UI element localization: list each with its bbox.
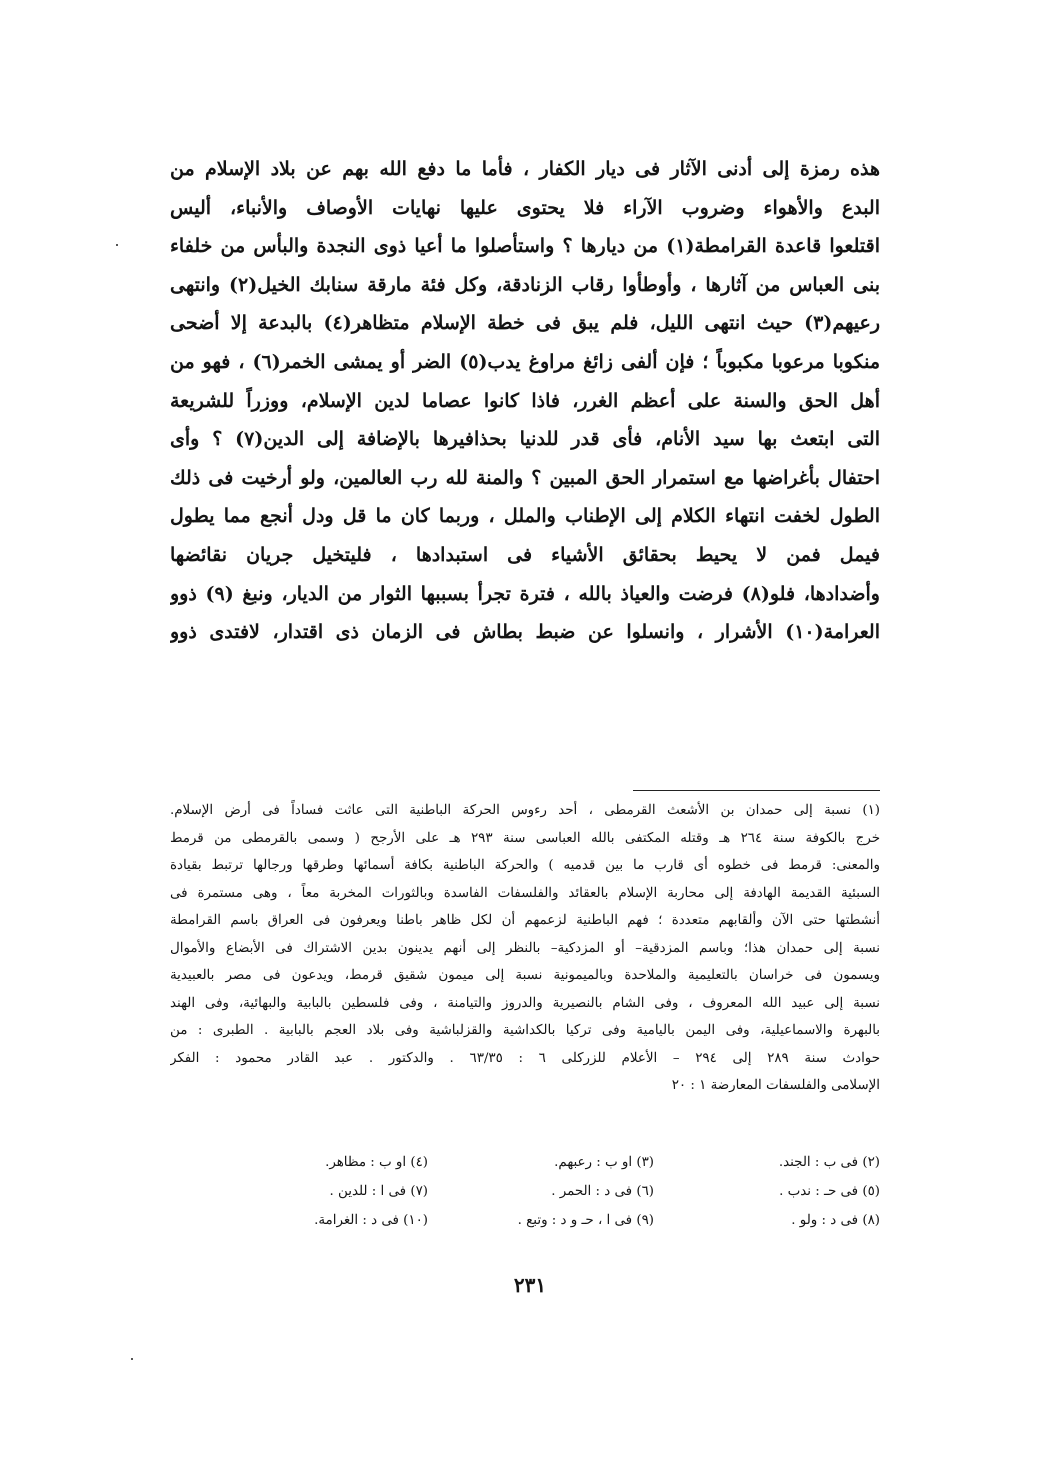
text-line: بنى العباس من آثارها ، وأوطأوا رقاب الزنادقة، وكل فئة مارقة سنابك الخيل(٢) وانتهى	[170, 273, 880, 296]
variant-notes-row	[200, 1206, 880, 1235]
text-line: التى ابتعث بها سيد الأنام، فأى قدر للدنيا بحذافيرها بالإضافة إلى الدين(٧) ؟ وأى	[170, 428, 880, 451]
scan-speck	[116, 244, 118, 246]
text-line: وأضدادها، فلو(٨) فرضت والعياذ بالله ، فترة تجرأ بسببها الثوار من الديار، ونبغ (٩) ذوو	[170, 582, 880, 605]
footnote-line: والمعنى: قرمط فى خطوه أى قارب ما بين قدميه ) والحركة الباطنية بكافة أسمائها وطرقها ورجالها ترتبط بقيادة	[170, 858, 880, 873]
footnote-line: بالبهرة والاسماعيلية، وفى اليمن باليامية وفى تركيا بالكداشية والقزلباشية وفى بلاد العجم بالبابية . الطبرى : من	[170, 1023, 880, 1038]
footnote-line: نسبة إلى عبيد الله المعروف ، وفى الشام بالنصيرية والدروز والتيامنة ، وفى فلسطين بالبابية والبهائية، وفى الهند	[170, 995, 880, 1011]
text-line: العرامة(١٠) الأشرار ، وانسلوا عن ضبط بطاش فى الزمان ذى اقتدار، لافتدى ذوو	[170, 621, 880, 644]
footnote-line: (١) نسبة إلى حمدان بن الأشعث القرمطى ، أحد رءوس الحركة الباطنية التى عاثت فساداً فى أرض الإسلام.	[170, 803, 880, 818]
variant-note: (٣) او ب : رعبهم.	[554, 1155, 654, 1170]
footnotes	[170, 797, 880, 1100]
variant-note: (٩) فى ا ، حـ و د : وتبع .	[517, 1213, 654, 1228]
variant-note: (٧) فى ا : للدين .	[329, 1184, 428, 1199]
text-line: فيمل فمن لا يحيط بحقائق الأشياء فى استبدادها ، فليتخيل جريان نقائضها	[170, 543, 880, 566]
variant-note: (٥) فى حـ : ندب .	[779, 1184, 880, 1199]
main-text	[170, 150, 880, 652]
footnote-line: نسبة إلى حمدان هذا؛ وباسم المزدقية– أو المزدكية– بالنظر إلى أنهم يدينون بدين الاشتراك فى الأبضاع والأموال	[170, 940, 880, 956]
text-line: هذه رمزة إلى أدنى الآثار فى ديار الكفار ، فأما ما دفع الله بهم عن بلاد الإسلام من	[170, 158, 880, 180]
scan-speck	[131, 1358, 133, 1360]
footnote-line: الإسلامى والفلسفات المعارضة ١ : ٢٠	[671, 1078, 880, 1093]
variant-notes-row	[200, 1177, 880, 1206]
footnote-separator	[633, 790, 880, 791]
variant-note: (٨) فى د : ولو .	[791, 1213, 880, 1228]
footnote-line: خرج بالكوفة سنة ٢٦٤ هـ وقتله المكتفى بالله العباسى سنة ٢٩٣ هـ على الأرجح ( وسمى بالقرمطى من قرمط	[170, 830, 880, 846]
variant-note: (٤) او ب : مظاهر.	[325, 1155, 428, 1170]
text-line: احتفال بأغراضها مع استمرار الحق المبين ؟ والمنة لله رب العالمين، ولو أرخيت فى ذلك	[170, 466, 880, 489]
page-number: ٢٣١	[513, 1273, 547, 1297]
footnote-line: حوادث سنة ٢٨٩ إلى ٢٩٤ – الأعلام للزركلى ٦ : ٦٣/٣٥ . والدكتور . عبد القادر محمود : الفكر	[170, 1050, 880, 1066]
footnote-line: أنشطتها حتى الآن وألقابهم متعددة ؛ فهم الباطنية لزعمهم أن لكل ظاهر باطنا ويعرفون فى العراق باسم القرامطة	[170, 913, 880, 928]
variant-note: (٢) فى ب : الجند.	[778, 1155, 880, 1170]
footnote-line: السبئية القديمة الهادفة إلى محاربة الإسلام بالعقائد والفلسفات الفاسدة وبالثورات المخربة معاً ، وهى مستمرة فى	[170, 885, 880, 901]
text-line: البدع والأهواء وضروب الآراء فلا يحتوى عليها نهايات الأوصاف والأنباء، أليس	[170, 196, 880, 219]
footnote-line: ويسمون فى خراسان بالتعليمية والملاحدة وبالميمونية نسبة إلى ميمون شقيق قرمط، ويدعون فى مصر بالعبيدية	[170, 968, 880, 983]
text-line: منكوبا مرعوبا مكبوباً ؛ فإن ألفى زائغ مراوغ يدب(٥) الضر أو يمشى الخمر(٦) ، فهو من	[170, 350, 880, 373]
variant-notes-row	[200, 1148, 880, 1177]
variant-note: (١٠) فى د : الغرامة.	[314, 1213, 428, 1228]
text-line: رعيهم(٣) حيث انتهى الليل، فلم يبق فى خطة الإسلام متظاهر(٤) بالبدعة إلا أضحى	[170, 312, 880, 335]
text-line: اقتلعوا قاعدة القرامطة(١) من ديارها ؟ واستأصلوا ما أعيا ذوى النجدة والبأس من خلفاء	[170, 235, 880, 258]
text-line: الطول لخفت انتهاء الكلام إلى الإطناب والملل ، وربما كان ما قل ودل أنجع مما يطول	[170, 505, 880, 528]
text-line: أهل الحق والسنة على أعظم الغرر، فاذا كانوا عصاما لدين الإسلام، ووزراً للشريعة	[170, 389, 880, 412]
variant-note: (٦) فى د : الحمر .	[551, 1184, 654, 1199]
variant-notes	[200, 1148, 880, 1235]
